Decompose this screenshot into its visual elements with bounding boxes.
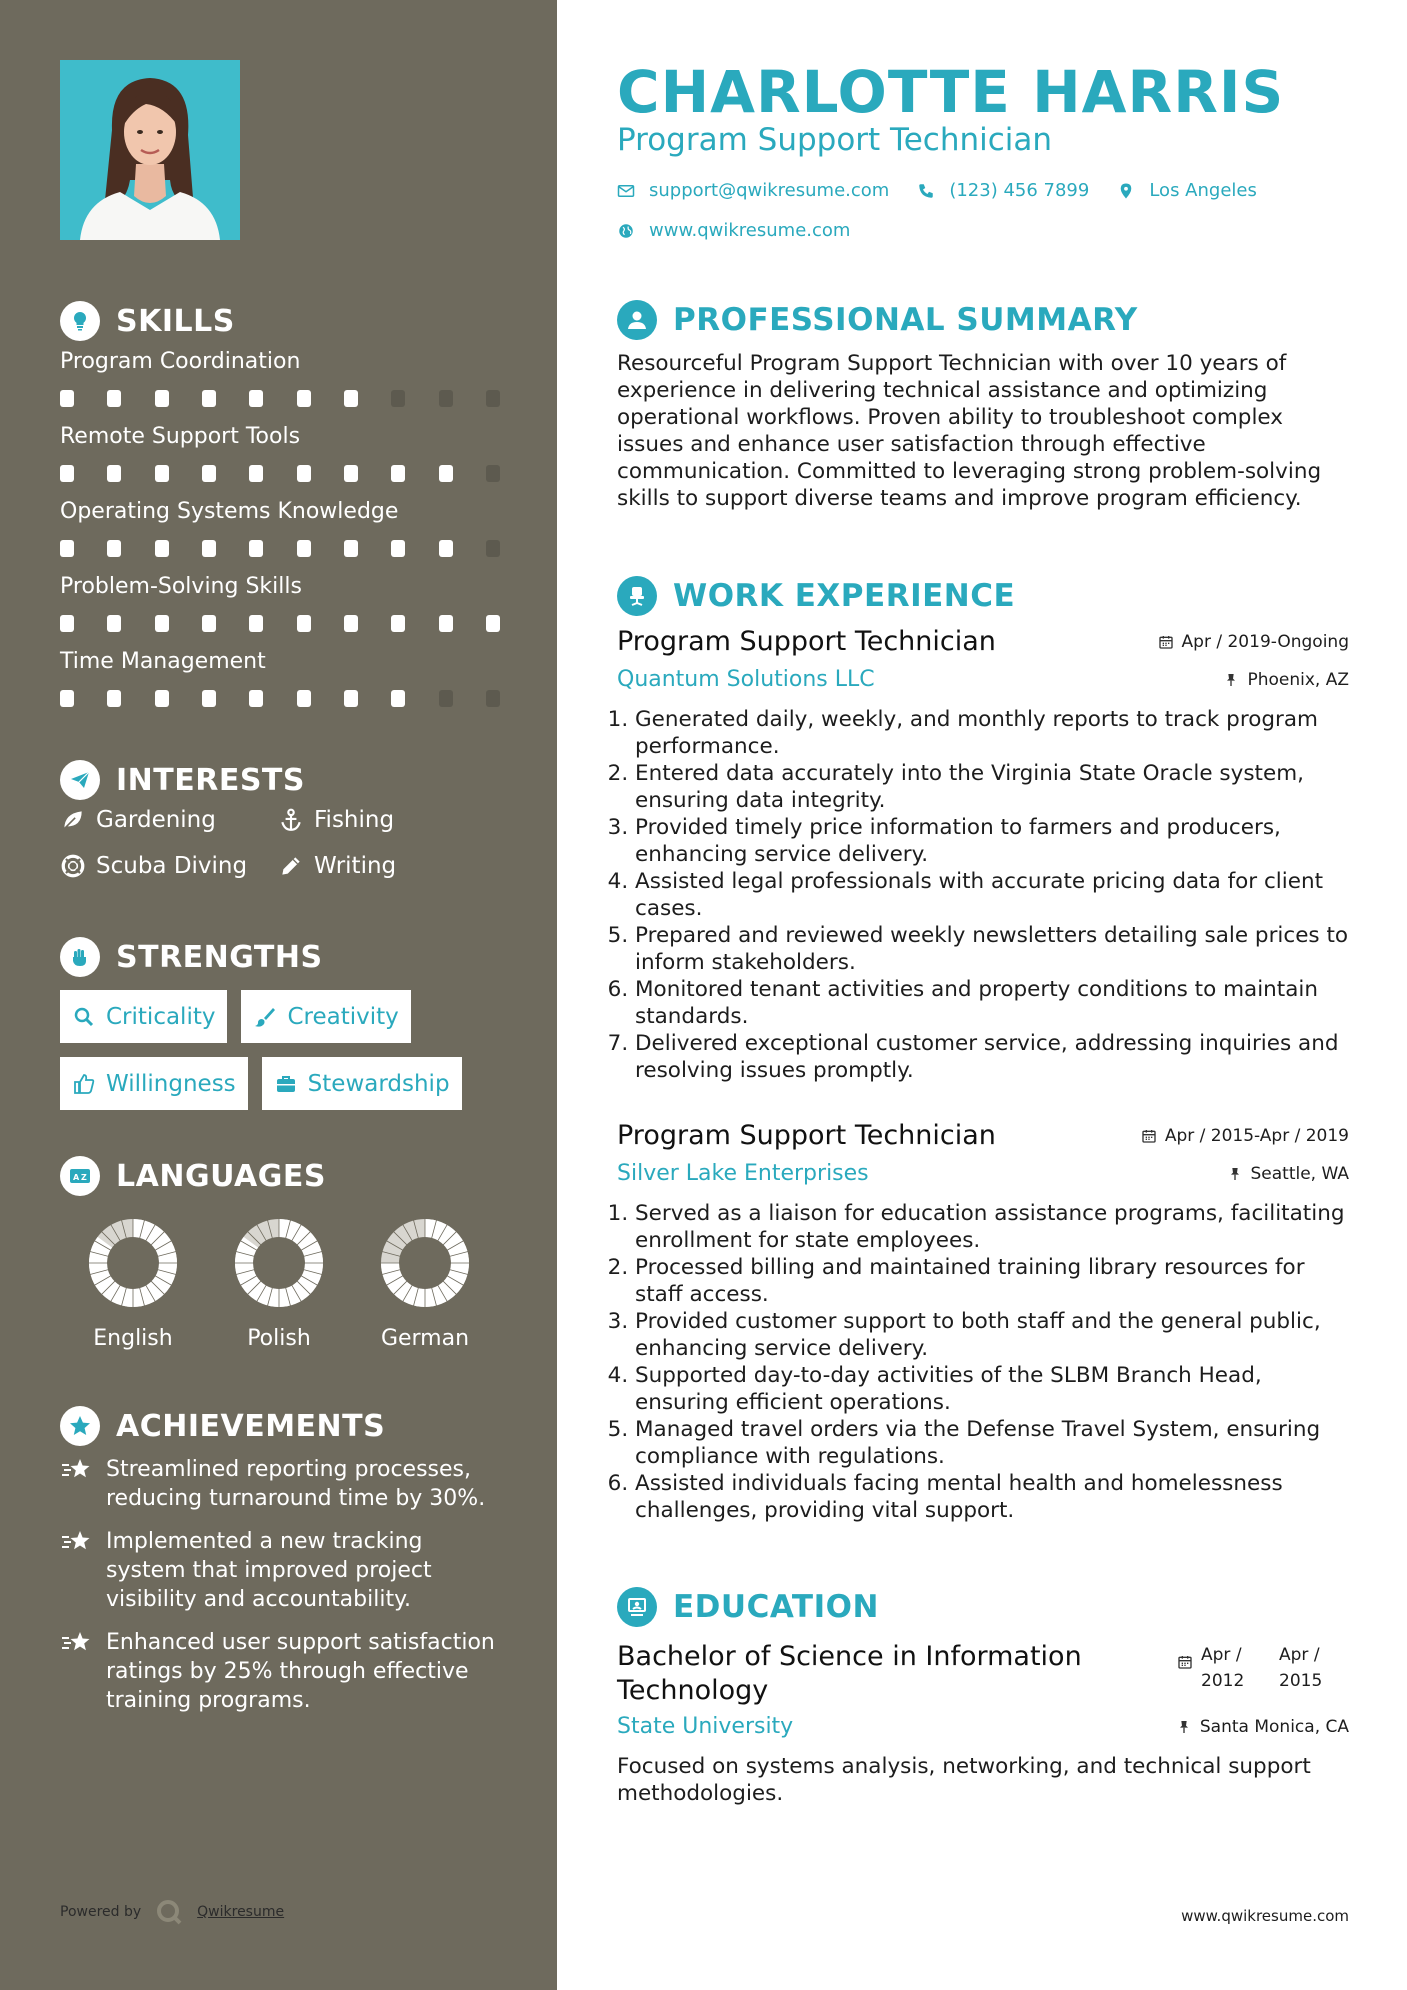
map-pin-icon	[1117, 182, 1135, 200]
skill-dot	[297, 615, 311, 632]
language-gauge	[380, 1218, 470, 1308]
paintbrush-icon	[253, 1005, 277, 1029]
job-bullet: 2. Processed billing and maintained training library resources for staff access.	[635, 1254, 1349, 1308]
location: Los Angeles	[1149, 180, 1257, 201]
job-entry	[617, 1120, 1349, 1524]
job-bullets	[617, 706, 1349, 1084]
leaf-icon	[60, 807, 86, 833]
achievement-text: Implemented a new tracking system that improved project visibility and accountability.	[106, 1529, 432, 1612]
pencil-icon	[278, 853, 304, 879]
skill-dot	[155, 465, 169, 482]
skill-dot	[60, 390, 74, 407]
interest-item: Fishing	[278, 805, 498, 835]
skill-dot	[439, 465, 453, 482]
job-bullet: 6. Monitored tenant activities and property conditions to maintain standards.	[635, 976, 1349, 1030]
interests-heading: INTERESTS	[60, 760, 305, 800]
company-name: Silver Lake Enterprises	[617, 1161, 869, 1186]
svg-text:Z: Z	[81, 1173, 88, 1182]
user-icon	[617, 300, 657, 340]
skill-dot	[391, 390, 405, 407]
interest-item: Scuba Diving	[60, 851, 278, 881]
calendar-icon	[1158, 634, 1174, 650]
website-row	[617, 220, 850, 241]
qwikresume-logo-icon	[155, 1898, 183, 1926]
skill-item	[60, 496, 500, 557]
skill-dot	[249, 690, 263, 707]
summary-heading: PROFESSIONAL SUMMARY	[617, 300, 1138, 340]
strengths-list	[60, 990, 500, 1124]
job-bullet: 3. Provided timely price information to farmers and producers, enhancing service delivery.	[635, 814, 1349, 868]
skill-dot	[155, 540, 169, 557]
skill-dot	[439, 615, 453, 632]
job-bullet: 2. Entered data accurately into the Virginia State Oracle system, ensuring data integrity.	[635, 760, 1349, 814]
education-entry	[617, 1640, 1349, 1807]
education-description: Focused on systems analysis, networking, and technical support methodologies.	[617, 1754, 1311, 1806]
school-location: Santa Monica, CA	[1176, 1717, 1349, 1737]
sidebar	[0, 0, 557, 1990]
skill-dot	[391, 690, 405, 707]
skills-heading: SKILLS	[60, 301, 235, 341]
skill-dot	[107, 465, 121, 482]
svg-text:A: A	[73, 1173, 80, 1182]
anchor-icon	[278, 807, 304, 833]
skill-dot	[202, 615, 216, 632]
skill-dot	[486, 615, 500, 632]
skill-dot	[249, 390, 263, 407]
star-icon	[60, 1457, 94, 1483]
degree: Bachelor of Science in Information Technology	[617, 1641, 1082, 1706]
skill-dot	[297, 390, 311, 407]
summary-text: Resourceful Program Support Technician with over 10 years of experience in delivering technical assistance and optimizing operational workflows. Proven ability to troubleshoot complex issues and enhance user satisfaction through effective communication. Committed to leveraging strong problem-solving skills to support diverse teams and improve program efficiency.	[617, 351, 1322, 511]
skill-dot	[486, 540, 500, 557]
language-name: Polish	[247, 1326, 311, 1351]
skill-dot	[202, 465, 216, 482]
skill-dot	[391, 615, 405, 632]
profile-photo	[60, 60, 240, 240]
email-link[interactable]: support@qwikresume.com	[649, 180, 890, 201]
skill-dot	[439, 690, 453, 707]
skill-name: Program Coordination	[60, 349, 301, 374]
skill-dot	[60, 690, 74, 707]
skill-dot	[297, 540, 311, 557]
graduation-icon	[617, 1587, 657, 1627]
fist-icon	[60, 937, 100, 977]
school-name: State University	[617, 1714, 794, 1739]
language-gauge	[234, 1218, 324, 1308]
life-ring-icon	[60, 853, 86, 879]
phone-icon	[917, 182, 935, 200]
skill-item	[60, 421, 500, 482]
strength-badge: Criticality	[60, 990, 227, 1043]
job-bullet: 3. Provided customer support to both staff and the general public, enhancing service delivery.	[635, 1308, 1349, 1362]
skill-dot	[107, 615, 121, 632]
skill-dot	[297, 465, 311, 482]
calendar-icon	[1177, 1654, 1193, 1670]
job-bullet: 7. Delivered exceptional customer service, addressing inquiries and resolving issues promptly.	[635, 1030, 1349, 1084]
skill-dot	[439, 390, 453, 407]
skill-dot	[344, 615, 358, 632]
skill-rating	[60, 615, 500, 632]
job-bullet: 5. Prepared and reviewed weekly newsletters detailing sale prices to inform stakeholders.	[635, 922, 1349, 976]
interests-list	[60, 805, 500, 881]
skill-name: Problem-Solving Skills	[60, 574, 302, 599]
powered-by: Powered by Qwikresume	[60, 1898, 284, 1926]
achievement-item	[60, 1628, 500, 1715]
achievement-item	[60, 1527, 500, 1614]
job-title: Program Support Technician	[617, 626, 996, 657]
achievements-heading: ACHIEVEMENTS	[60, 1406, 385, 1446]
thumbs-up-icon	[72, 1072, 96, 1096]
skill-dot	[202, 690, 216, 707]
skill-dot	[439, 540, 453, 557]
skill-dot	[344, 465, 358, 482]
achievements-list	[60, 1455, 500, 1729]
skill-dot	[249, 540, 263, 557]
job-bullet: 6. Assisted individuals facing mental health and homelessness challenges, providing vital support.	[635, 1470, 1349, 1524]
skill-rating	[60, 540, 500, 557]
language-gauge	[88, 1218, 178, 1308]
job-bullet: 1. Generated daily, weekly, and monthly reports to track program performance.	[635, 706, 1349, 760]
pushpin-icon	[1176, 1719, 1192, 1735]
skill-dot	[202, 390, 216, 407]
job-location: Seattle, WA	[1227, 1164, 1350, 1184]
pushpin-icon	[1227, 1166, 1243, 1182]
skill-rating	[60, 390, 500, 407]
language-name: German	[380, 1326, 470, 1351]
achievement-text: Streamlined reporting processes, reducing turnaround time by 30%.	[106, 1457, 486, 1511]
skill-dot	[486, 390, 500, 407]
interest-item: Writing	[278, 851, 498, 881]
pushpin-icon	[1223, 672, 1239, 688]
languages-heading: A Z LANGUAGES	[60, 1156, 326, 1196]
skill-rating	[60, 690, 500, 707]
strength-badge: Stewardship	[262, 1057, 462, 1110]
skill-dot	[391, 540, 405, 557]
job-bullet: 1. Served as a liaison for education assistance programs, facilitating enrollment for state employees.	[635, 1200, 1349, 1254]
star-icon	[60, 1630, 94, 1656]
briefcase-icon	[274, 1072, 298, 1096]
experience-heading: WORK EXPERIENCE	[617, 576, 1015, 616]
envelope-icon	[617, 182, 635, 200]
skill-dot	[344, 540, 358, 557]
achievement-item	[60, 1455, 500, 1513]
globe-icon	[617, 222, 635, 240]
skill-item	[60, 346, 500, 407]
star-icon	[60, 1529, 94, 1555]
skill-dot	[60, 540, 74, 557]
language-icon	[60, 1156, 100, 1196]
skill-rating	[60, 465, 500, 482]
skill-dot	[297, 690, 311, 707]
skill-dot	[107, 390, 121, 407]
company-name: Quantum Solutions LLC	[617, 667, 875, 692]
skill-dot	[155, 390, 169, 407]
skill-dot	[60, 615, 74, 632]
job-bullets	[617, 1200, 1349, 1524]
strength-badge: Willingness	[60, 1057, 248, 1110]
skill-name: Time Management	[60, 649, 266, 674]
skill-dot	[249, 465, 263, 482]
skill-dot	[155, 690, 169, 707]
website-link[interactable]: www.qwikresume.com	[649, 220, 851, 241]
education-heading: EDUCATION	[617, 1587, 879, 1627]
skill-item	[60, 646, 500, 707]
skill-dot	[249, 615, 263, 632]
phone-number[interactable]: (123) 456 7899	[949, 180, 1090, 201]
language-item	[60, 1218, 206, 1351]
footer-url[interactable]: www.qwikresume.com	[1181, 1907, 1349, 1925]
skill-item	[60, 571, 500, 632]
language-item	[352, 1218, 498, 1351]
achievement-text: Enhanced user support satisfaction ratings by 25% through effective training programs.	[106, 1630, 495, 1713]
job-bullet: 4. Assisted legal professionals with accurate pricing data for client cases.	[635, 868, 1349, 922]
skill-dot	[202, 540, 216, 557]
skill-name: Remote Support Tools	[60, 424, 301, 449]
skill-dot	[60, 465, 74, 482]
candidate-name: CHARLOTTE HARRIS	[617, 58, 1285, 126]
skill-dot	[344, 390, 358, 407]
language-item	[206, 1218, 352, 1351]
skill-dot	[107, 540, 121, 557]
education-dates: Apr / 2012 Apr / 2015	[1177, 1642, 1349, 1694]
strength-badge: Creativity	[241, 990, 410, 1043]
job-dates: Apr / 2015-Apr / 2019	[1141, 1126, 1349, 1146]
skill-dot	[391, 465, 405, 482]
skill-dot	[107, 690, 121, 707]
interest-item: Gardening	[60, 805, 278, 835]
skill-dot	[486, 465, 500, 482]
languages-list	[60, 1218, 500, 1351]
qwikresume-link[interactable]: Qwikresume	[197, 1904, 285, 1920]
job-dates: Apr / 2019-Ongoing	[1158, 632, 1349, 652]
candidate-title: Program Support Technician	[617, 122, 1053, 158]
job-entry	[617, 626, 1349, 1084]
search-icon	[72, 1005, 96, 1029]
lightbulb-icon	[60, 301, 100, 341]
job-bullet: 4. Supported day-to-day activities of the SLBM Branch Head, ensuring efficient operations.	[635, 1362, 1349, 1416]
job-location: Phoenix, AZ	[1223, 670, 1349, 690]
paper-plane-icon	[60, 760, 100, 800]
office-chair-icon	[617, 576, 657, 616]
skill-dot	[155, 615, 169, 632]
star-badge-icon	[60, 1406, 100, 1446]
calendar-icon	[1141, 1128, 1157, 1144]
language-name: English	[93, 1326, 173, 1351]
skill-dot	[344, 690, 358, 707]
skill-name: Operating Systems Knowledge	[60, 499, 399, 524]
skill-dot	[486, 690, 500, 707]
job-bullet: 5. Managed travel orders via the Defense Travel System, ensuring compliance with regulations.	[635, 1416, 1349, 1470]
job-title: Program Support Technician	[617, 1120, 996, 1151]
strengths-heading: STRENGTHS	[60, 937, 323, 977]
contact-row	[617, 180, 1257, 201]
